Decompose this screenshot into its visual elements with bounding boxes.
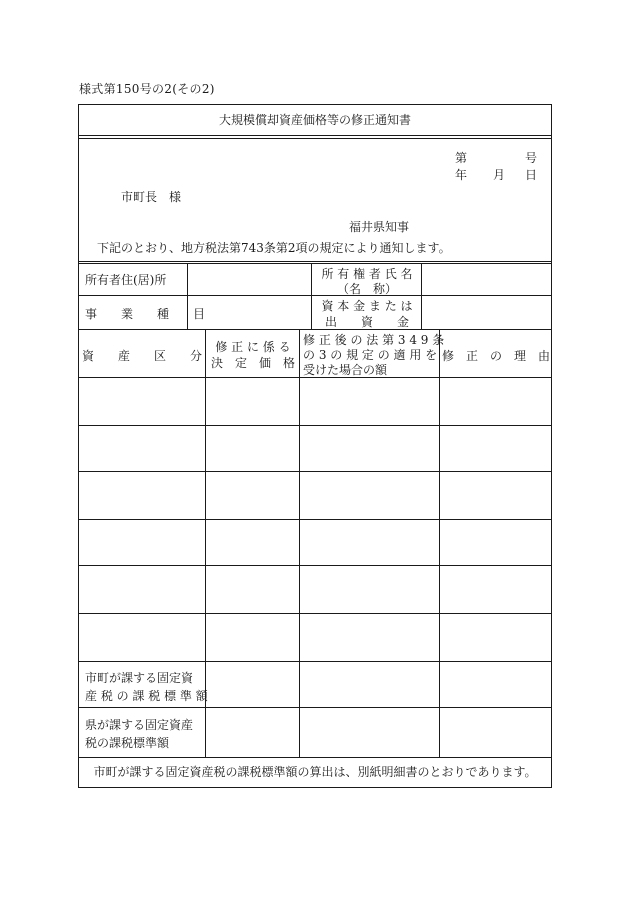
city-tax-base-label-1: 市町が課する固定資: [85, 671, 194, 685]
table-row: [79, 471, 551, 472]
addressee: 市町長 様: [121, 190, 182, 204]
form-title: 大規模償却資産価格等の修正通知書: [79, 105, 551, 136]
revised-amount-header-1: 修 正 後 の 法 第 3 4 9 条: [303, 333, 445, 347]
business-type-label: 事 業 種 目: [85, 307, 206, 321]
owner-col-divider-2: [311, 263, 312, 329]
header-block: [79, 139, 551, 262]
table-row: [79, 425, 551, 426]
date-day: 日: [525, 168, 538, 182]
table-row: [79, 519, 551, 520]
calculation-note: 市町が課する固定資産税の課税標準額の算出は、別紙明細書のとおりであります。: [93, 765, 537, 779]
owner-address-label: 所有者住(居)所: [85, 273, 167, 287]
date-year: 年: [455, 168, 468, 182]
owner-name-label-2: （名 称）: [336, 282, 397, 296]
capital-label-1: 資 本 金 ま た は: [321, 299, 413, 313]
number-suffix: 号: [525, 151, 538, 165]
capital-label-2: 出 資 金: [324, 315, 409, 329]
owner-col-divider-3: [421, 263, 422, 329]
notice-statement: 下記のとおり、地方税法第743条第2項の規定により通知します。: [97, 241, 451, 255]
asset-col-divider-3: [439, 329, 440, 757]
header-bottom-rule: [79, 263, 551, 264]
table-row: [79, 613, 551, 614]
number-prefix: 第: [455, 151, 468, 165]
table-row: [79, 565, 551, 566]
owner-name-label-1: 所 有 権 者 氏 名: [321, 267, 413, 281]
pref-tax-base-label-1: 県が課する固定資産: [85, 718, 194, 732]
revised-amount-header-2: の 3 の 規 定 の 適 用 を: [303, 348, 438, 362]
notice-form: [78, 104, 552, 788]
decided-value-header-1: 修 正 に 係 る: [215, 340, 291, 354]
date-month: 月: [493, 168, 506, 182]
decided-value-header-2: 決 定 価 格: [210, 356, 295, 370]
form-number: 様式第150号の2(その2): [79, 82, 215, 96]
sender: 福井県知事: [349, 220, 410, 234]
pref-tax-base-label-2: 税の課税標準額: [85, 736, 170, 750]
city-tax-base-label-2: 産 税 の 課 税 標 準 額: [85, 689, 208, 703]
revision-reason-header: 修 正 の 理 由: [441, 349, 550, 363]
table-row: [79, 661, 551, 662]
revised-amount-header-3: 受けた場合の額: [303, 363, 388, 377]
asset-category-header: 資 産 区 分: [81, 349, 202, 363]
table-row: [79, 707, 551, 708]
asset-col-divider-2: [299, 329, 300, 757]
